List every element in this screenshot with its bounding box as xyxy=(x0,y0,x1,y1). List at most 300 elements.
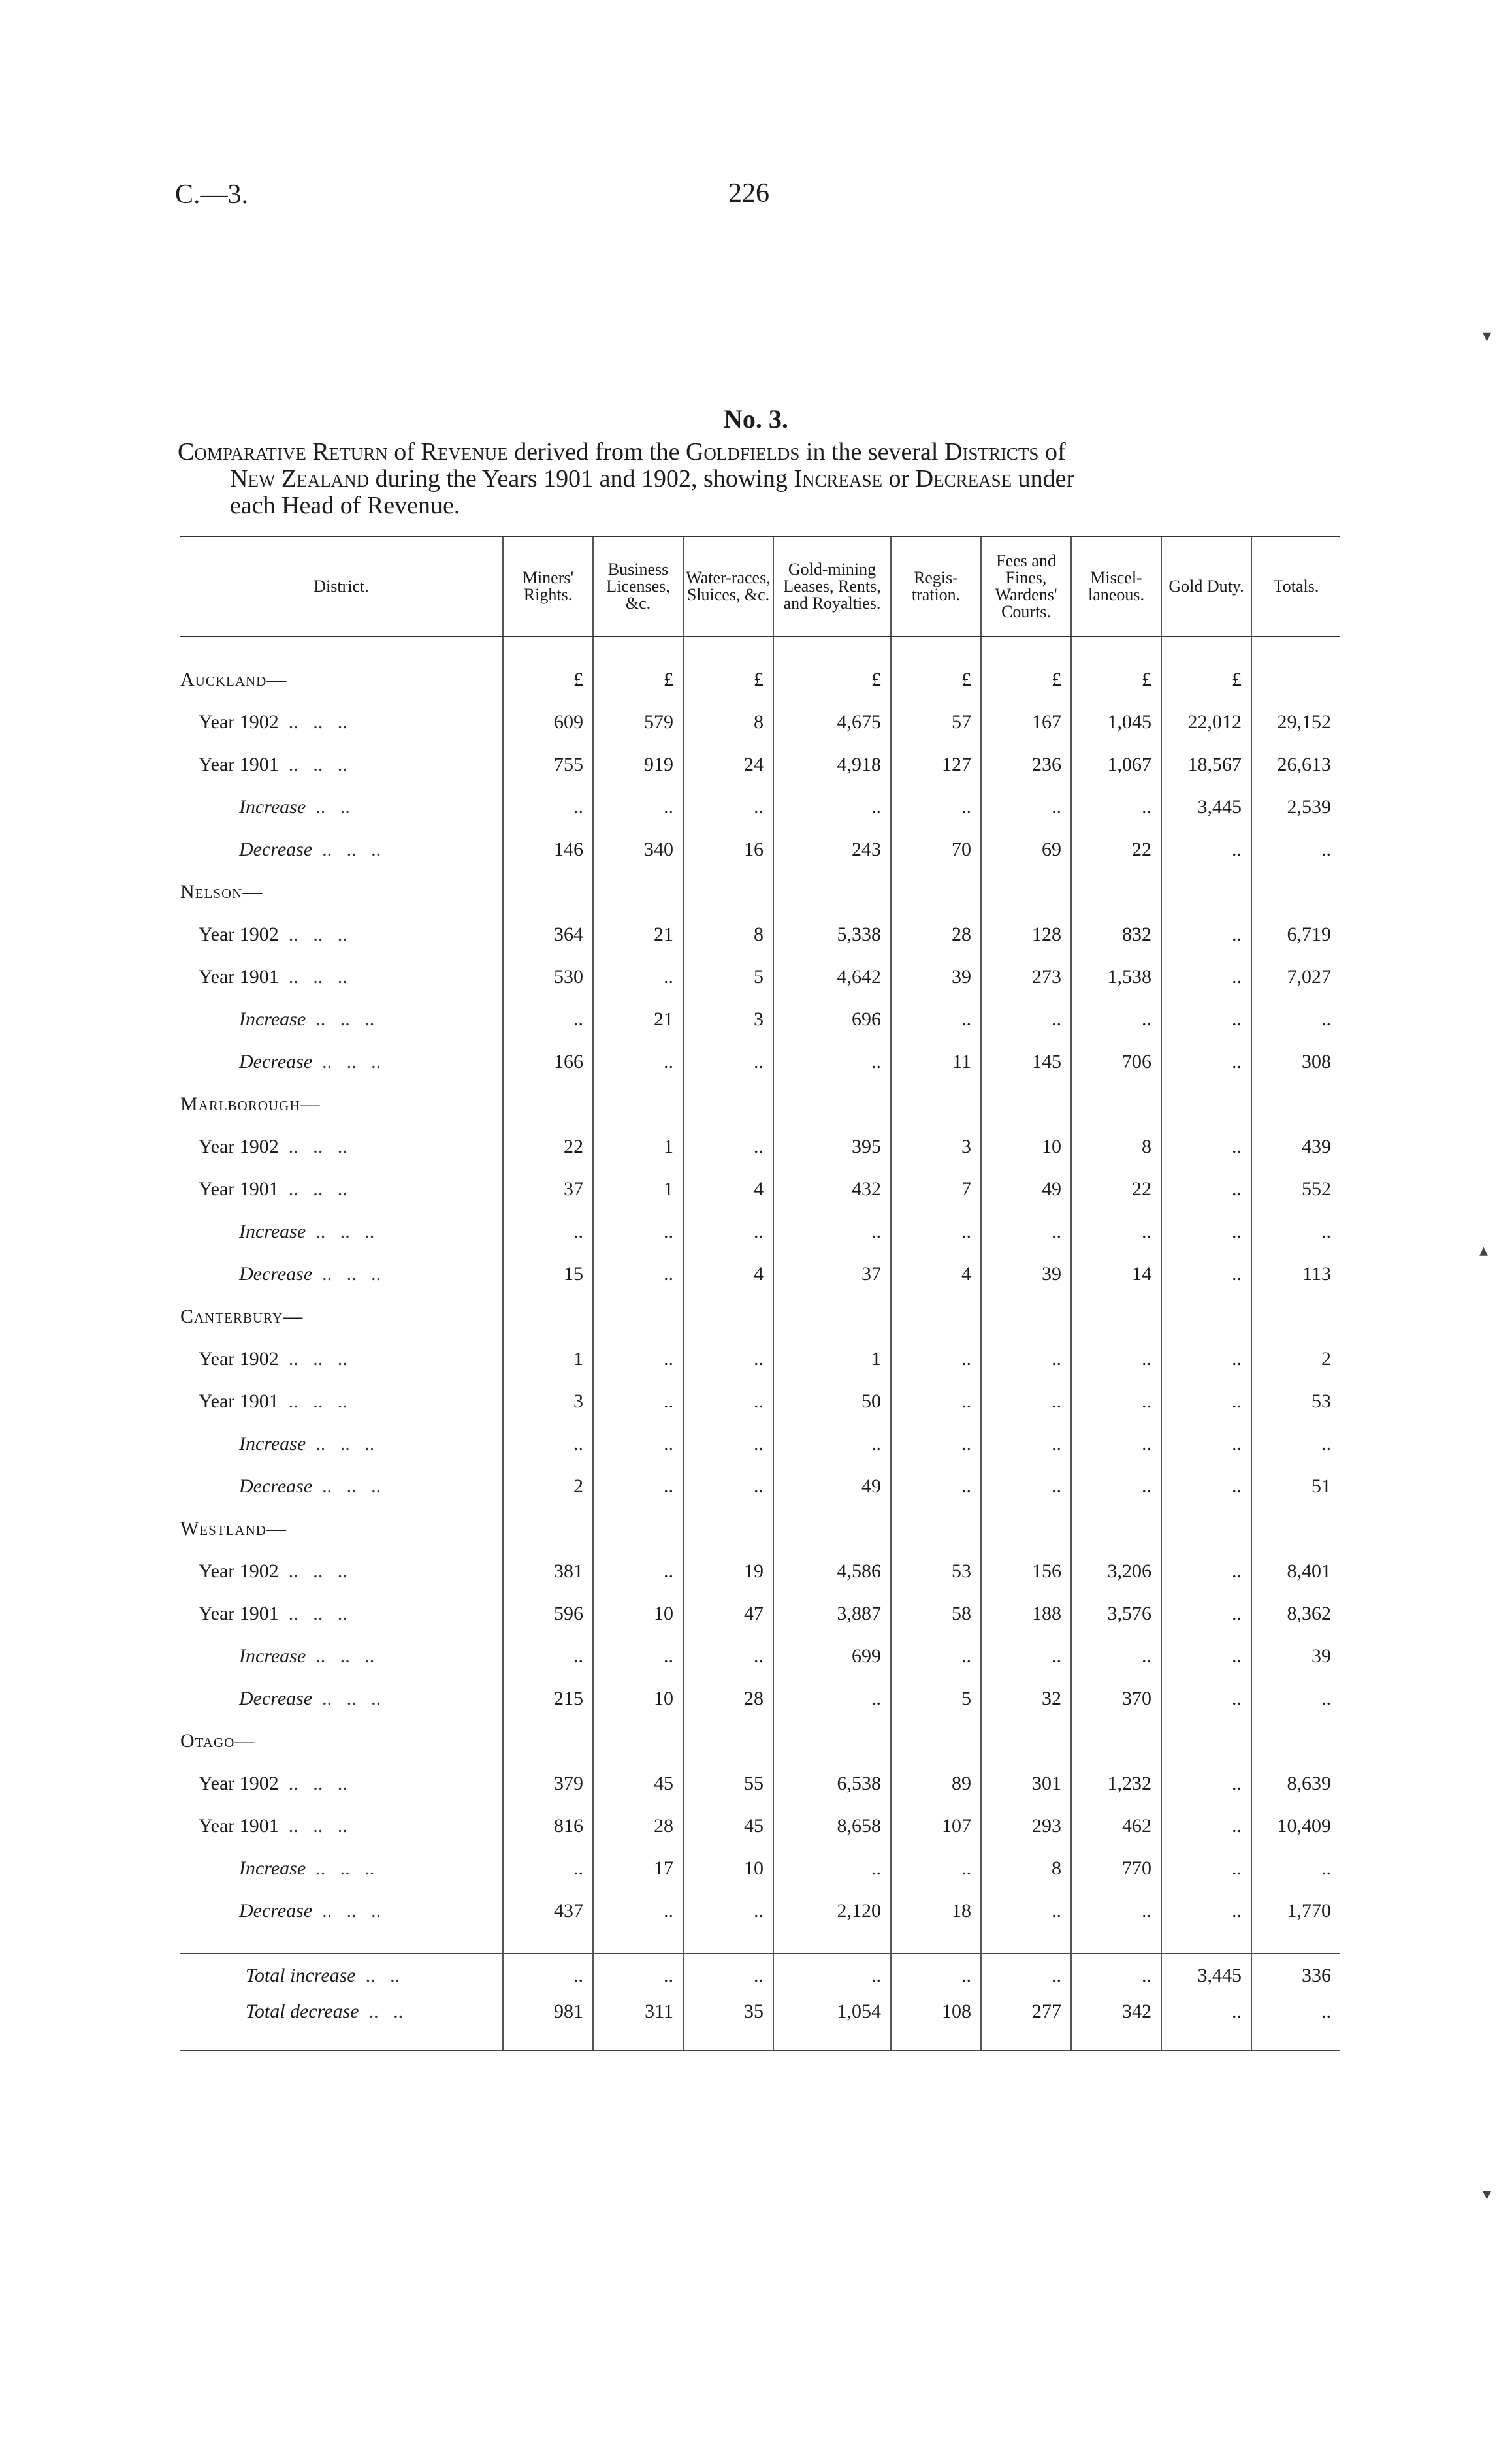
table-cell: .. xyxy=(891,998,981,1040)
table-cell: .. xyxy=(981,1890,1071,1932)
table-row xyxy=(180,1507,1340,1550)
table-cell: 770 xyxy=(1071,1847,1161,1890)
row-label-cell xyxy=(180,1380,503,1423)
table-cell: 364 xyxy=(503,913,593,956)
table-cell: 10 xyxy=(683,1847,773,1890)
row-label-text: Increase xyxy=(239,1857,306,1879)
table-cell xyxy=(503,1720,593,1762)
table-cell: 4,675 xyxy=(773,701,891,743)
row-label xyxy=(180,796,350,818)
table-cell xyxy=(1071,637,1161,658)
table-cell: .. xyxy=(683,1890,773,1932)
table-cell: 293 xyxy=(981,1805,1071,1847)
table-row xyxy=(180,1550,1340,1592)
table-cell: .. xyxy=(1251,1997,1340,2051)
table-row xyxy=(180,1423,1340,1465)
table-cell: .. xyxy=(1161,1253,1251,1295)
table-cell xyxy=(981,1083,1071,1125)
table-cell: .. xyxy=(1161,1635,1251,1677)
table-cell: .. xyxy=(1251,1847,1340,1890)
table-cell: 4,918 xyxy=(773,743,891,786)
column-header: District. xyxy=(180,536,503,637)
table-cell: 37 xyxy=(773,1253,891,1295)
table-cell: 1,067 xyxy=(1071,743,1161,786)
table-cell: 47 xyxy=(683,1592,773,1635)
table-cell: .. xyxy=(503,1210,593,1253)
table-cell xyxy=(1071,1295,1161,1338)
table-cell: .. xyxy=(981,1465,1071,1507)
table-cell: 395 xyxy=(773,1125,891,1168)
table-cell: 167 xyxy=(981,701,1071,743)
row-label-cell xyxy=(180,1083,503,1125)
leader-dots: .. .. .. xyxy=(312,1263,381,1285)
table-cell: .. xyxy=(891,1847,981,1890)
table-cell xyxy=(1161,1083,1251,1125)
row-label-cell xyxy=(180,1592,503,1635)
table-cell xyxy=(773,1083,891,1125)
table-cell: 2,539 xyxy=(1251,786,1340,828)
table-cell: 5 xyxy=(891,1677,981,1720)
row-label-text: Decrease xyxy=(239,838,313,860)
table-cell: 89 xyxy=(891,1762,981,1805)
row-label xyxy=(180,754,347,775)
table-cell: .. xyxy=(1161,1423,1251,1465)
table-cell xyxy=(593,637,683,658)
table-cell: 432 xyxy=(773,1168,891,1210)
row-label-cell xyxy=(180,786,503,828)
table-row xyxy=(180,1380,1340,1423)
page-number: 226 xyxy=(728,178,769,208)
table-cell: 3,445 xyxy=(1161,1954,1251,1997)
table-cell: 2,120 xyxy=(773,1890,891,1932)
table-cell: 51 xyxy=(1251,1465,1340,1507)
table-cell: 273 xyxy=(981,956,1071,998)
table-cell: 340 xyxy=(593,828,683,871)
table-cell xyxy=(1251,1507,1340,1550)
table-cell: .. xyxy=(1251,1423,1340,1465)
table-cell: .. xyxy=(1161,1805,1251,1847)
table-cell xyxy=(773,1720,891,1762)
table-cell: 8,401 xyxy=(1251,1550,1340,1592)
caption-segment: Decrease xyxy=(915,465,1012,492)
table-cell: 1,538 xyxy=(1071,956,1161,998)
table-cell: 49 xyxy=(981,1168,1071,1210)
table-cell xyxy=(683,871,773,913)
table-row xyxy=(180,956,1340,998)
document-reference: C.—3. xyxy=(175,180,249,210)
table-cell: .. xyxy=(1071,1210,1161,1253)
leader-dots: .. .. xyxy=(306,796,350,818)
table-cell: 8,658 xyxy=(773,1805,891,1847)
table-cell: 5,338 xyxy=(773,913,891,956)
scan-mark: ▴ xyxy=(1479,1241,1488,1260)
table-cell: .. xyxy=(1251,1677,1340,1720)
table-cell xyxy=(593,1507,683,1550)
table-cell: .. xyxy=(1161,1210,1251,1253)
row-label xyxy=(180,1965,400,1986)
table-row xyxy=(180,658,1340,701)
table-cell: 1,054 xyxy=(773,1997,891,2051)
table-cell xyxy=(891,1295,981,1338)
table-cell: 145 xyxy=(981,1040,1071,1083)
table-cell: 277 xyxy=(981,1997,1071,2051)
table-cell: 311 xyxy=(593,1997,683,2051)
table-cell: 3 xyxy=(683,998,773,1040)
row-label xyxy=(180,1603,347,1624)
table-cell: 437 xyxy=(503,1890,593,1932)
leader-dots: .. .. .. xyxy=(312,1475,381,1497)
column-header: Miners' Rights. xyxy=(503,536,593,637)
table-cell: 37 xyxy=(503,1168,593,1210)
table-cell: 236 xyxy=(981,743,1071,786)
table-cell: .. xyxy=(1071,998,1161,1040)
table-cell: .. xyxy=(683,786,773,828)
row-label-cell xyxy=(180,1338,503,1380)
table-cell xyxy=(503,1083,593,1125)
table-cell: .. xyxy=(683,1635,773,1677)
table-cell xyxy=(891,1507,981,1550)
table-cell: 3 xyxy=(891,1125,981,1168)
table-cell: 39 xyxy=(1251,1635,1340,1677)
table-cell: 243 xyxy=(773,828,891,871)
leader-dots: .. .. .. xyxy=(312,1050,381,1072)
table-cell xyxy=(773,1932,891,1954)
row-label xyxy=(180,1688,381,1709)
table-cell xyxy=(593,1083,683,1125)
table-cell: 4,642 xyxy=(773,956,891,998)
table-cell: .. xyxy=(773,1954,891,1997)
table-cell: .. xyxy=(1251,1210,1340,1253)
table-cell: .. xyxy=(1161,1890,1251,1932)
row-label xyxy=(180,1858,374,1879)
column-header: Totals. xyxy=(1251,536,1340,637)
district-name: Nelson— xyxy=(180,880,263,903)
table-cell xyxy=(1071,1720,1161,1762)
table-cell: 58 xyxy=(891,1592,981,1635)
table-cell xyxy=(981,637,1071,658)
table-cell: 2 xyxy=(1251,1338,1340,1380)
row-label-cell xyxy=(180,1635,503,1677)
table-cell: .. xyxy=(1161,1465,1251,1507)
table-cell: 21 xyxy=(593,998,683,1040)
row-label-text: Year 1902 xyxy=(199,1772,279,1794)
table-cell xyxy=(891,1083,981,1125)
table-cell: 107 xyxy=(891,1805,981,1847)
table-cell: .. xyxy=(593,1465,683,1507)
table-cell: 39 xyxy=(891,956,981,998)
table-caption xyxy=(178,439,1315,519)
table-cell: 8 xyxy=(1071,1125,1161,1168)
table-cell: 919 xyxy=(593,743,683,786)
leader-dots: .. .. .. xyxy=(278,1135,347,1157)
row-label-cell xyxy=(180,1720,503,1762)
table-cell xyxy=(1071,1507,1161,1550)
leader-dots: .. .. .. xyxy=(278,1178,347,1200)
table-cell: 55 xyxy=(683,1762,773,1805)
table-cell: .. xyxy=(503,786,593,828)
table-cell: 18 xyxy=(891,1890,981,1932)
table-cell: .. xyxy=(593,1210,683,1253)
table-cell: 32 xyxy=(981,1677,1071,1720)
table-cell: 1 xyxy=(593,1168,683,1210)
table-cell: .. xyxy=(981,1210,1071,1253)
row-label-text: Decrease xyxy=(239,1050,313,1072)
table-cell: 166 xyxy=(503,1040,593,1083)
table-cell: .. xyxy=(891,1423,981,1465)
table-cell: 24 xyxy=(683,743,773,786)
table-cell: .. xyxy=(891,786,981,828)
row-label-cell xyxy=(180,1465,503,1507)
table-cell xyxy=(981,1932,1071,1954)
table-row xyxy=(180,1762,1340,1805)
table-cell: .. xyxy=(593,1423,683,1465)
column-header: Regis-tration. xyxy=(891,536,981,637)
table-row xyxy=(180,1997,1340,2051)
table-cell: .. xyxy=(503,1423,593,1465)
table-cell: 3,576 xyxy=(1071,1592,1161,1635)
row-label-text: Year 1902 xyxy=(199,711,279,733)
table-row xyxy=(180,1847,1340,1890)
table-cell: 552 xyxy=(1251,1168,1340,1210)
table-cell: 16 xyxy=(683,828,773,871)
table-cell: 113 xyxy=(1251,1253,1340,1295)
caption-line-3: each Head of Revenue. xyxy=(230,492,460,519)
table-cell: 45 xyxy=(593,1762,683,1805)
caption-segment: Increase xyxy=(794,465,882,492)
table-cell: .. xyxy=(891,1210,981,1253)
table-cell: .. xyxy=(981,1635,1071,1677)
table-cell: .. xyxy=(1071,1954,1161,1997)
row-label-cell xyxy=(180,743,503,786)
leader-dots: .. .. .. xyxy=(278,1772,347,1794)
table-cell: 22 xyxy=(1071,828,1161,871)
district-name: Westland— xyxy=(180,1517,287,1539)
row-label-text: Year 1901 xyxy=(199,1390,279,1412)
row-label xyxy=(180,1051,381,1072)
table-cell: 188 xyxy=(981,1592,1071,1635)
leader-dots: .. .. .. xyxy=(278,1560,347,1582)
row-label-cell xyxy=(180,1805,503,1847)
table-cell: .. xyxy=(1251,998,1340,1040)
row-label-text: Year 1901 xyxy=(199,965,279,988)
table-row xyxy=(180,1125,1340,1168)
table-cell: .. xyxy=(773,786,891,828)
row-label-cell xyxy=(180,913,503,956)
table-cell: 816 xyxy=(503,1805,593,1847)
table-cell: 1 xyxy=(773,1338,891,1380)
table-cell: 28 xyxy=(683,1677,773,1720)
table-cell: .. xyxy=(683,1210,773,1253)
leader-dots: .. .. .. xyxy=(278,965,347,988)
table-row xyxy=(180,1210,1340,1253)
table-cell xyxy=(981,1295,1071,1338)
row-label-cell xyxy=(180,1550,503,1592)
table-cell: 53 xyxy=(891,1550,981,1592)
table-cell: 8 xyxy=(683,913,773,956)
table-cell xyxy=(1251,871,1340,913)
table-cell xyxy=(981,871,1071,913)
table-cell: .. xyxy=(773,1040,891,1083)
table-cell xyxy=(683,1295,773,1338)
table-cell xyxy=(593,1295,683,1338)
caption-segment: of xyxy=(1038,438,1066,466)
table-header-row xyxy=(180,536,1340,637)
row-label-cell xyxy=(180,1125,503,1168)
table-cell xyxy=(891,1932,981,1954)
table-cell: .. xyxy=(1071,786,1161,828)
row-label-cell xyxy=(180,1847,503,1890)
table-cell: 379 xyxy=(503,1762,593,1805)
table-cell xyxy=(981,1507,1071,1550)
caption-segment: Comparative Return xyxy=(178,438,388,466)
table-cell: .. xyxy=(1071,1635,1161,1677)
table-cell: .. xyxy=(1161,998,1251,1040)
table-cell: £ xyxy=(1161,658,1251,701)
caption-segment: derived from the xyxy=(507,438,686,466)
table-cell: .. xyxy=(593,1040,683,1083)
table-cell: 21 xyxy=(593,913,683,956)
table-cell xyxy=(1071,1083,1161,1125)
caption-segment: during the Years 1901 and 1902, showing xyxy=(369,465,794,492)
table-row xyxy=(180,1677,1340,1720)
table-cell: 370 xyxy=(1071,1677,1161,1720)
table-row xyxy=(180,1465,1340,1507)
row-label xyxy=(180,1645,374,1667)
row-label-text: Decrease xyxy=(239,1899,313,1922)
table-cell: .. xyxy=(1161,1997,1251,2051)
total-label: Total decrease xyxy=(246,2001,359,2022)
table-cell: 579 xyxy=(593,701,683,743)
table-row xyxy=(180,871,1340,913)
table-cell: 26,613 xyxy=(1251,743,1340,786)
row-label-cell xyxy=(180,1168,503,1210)
table-cell: 699 xyxy=(773,1635,891,1677)
table-cell xyxy=(1161,1720,1251,1762)
table-cell xyxy=(773,1507,891,1550)
table-body xyxy=(180,637,1340,2051)
table-cell xyxy=(1251,637,1340,658)
table-cell: .. xyxy=(593,1380,683,1423)
table-cell: 8 xyxy=(981,1847,1071,1890)
table-row xyxy=(180,1083,1340,1125)
table-row xyxy=(180,1338,1340,1380)
table-cell: 22 xyxy=(1071,1168,1161,1210)
row-label-cell xyxy=(180,1932,503,1954)
table-cell xyxy=(503,1507,593,1550)
row-label-text: Increase xyxy=(239,1008,306,1030)
table-cell: 39 xyxy=(981,1253,1071,1295)
table-cell: .. xyxy=(683,1954,773,1997)
table-cell: 156 xyxy=(981,1550,1071,1592)
table-row xyxy=(180,637,1340,658)
table-cell: .. xyxy=(683,1338,773,1380)
row-label xyxy=(180,1221,374,1242)
table-cell: £ xyxy=(593,658,683,701)
table-cell: .. xyxy=(981,786,1071,828)
table-cell: .. xyxy=(981,998,1071,1040)
table-cell: 10,409 xyxy=(1251,1805,1340,1847)
table-row xyxy=(180,998,1340,1040)
table-row xyxy=(180,1040,1340,1083)
table-cell: 4 xyxy=(891,1253,981,1295)
table-cell: 10 xyxy=(593,1677,683,1720)
table-cell: 1,045 xyxy=(1071,701,1161,743)
row-label-text: Increase xyxy=(239,796,306,818)
table-cell: 19 xyxy=(683,1550,773,1592)
table-cell: 57 xyxy=(891,701,981,743)
table-cell: 8,362 xyxy=(1251,1592,1340,1635)
table-row xyxy=(180,1890,1340,1932)
table-cell: .. xyxy=(1161,1847,1251,1890)
row-label-cell xyxy=(180,658,503,701)
table-cell: .. xyxy=(1161,1125,1251,1168)
table-row xyxy=(180,743,1340,786)
table-cell: 215 xyxy=(503,1677,593,1720)
table-cell: .. xyxy=(1161,828,1251,871)
table-cell: 8,639 xyxy=(1251,1762,1340,1805)
table-row xyxy=(180,1253,1340,1295)
table-cell xyxy=(683,1083,773,1125)
table-cell: .. xyxy=(1161,1677,1251,1720)
table-cell: 596 xyxy=(503,1592,593,1635)
table-cell: .. xyxy=(981,1380,1071,1423)
table-row xyxy=(180,701,1340,743)
table-cell: 696 xyxy=(773,998,891,1040)
leader-dots: .. .. .. xyxy=(312,1687,381,1709)
table-cell xyxy=(593,871,683,913)
table-cell: .. xyxy=(891,1635,981,1677)
row-label xyxy=(180,966,347,988)
caption-segment: Districts xyxy=(944,438,1039,466)
caption-line-1 xyxy=(178,439,1315,466)
table-cell: .. xyxy=(593,1954,683,1997)
caption-segment: in the several xyxy=(799,438,944,466)
row-label xyxy=(180,1773,347,1794)
table-cell: .. xyxy=(981,1954,1071,1997)
table-cell: .. xyxy=(683,1465,773,1507)
table-cell: .. xyxy=(503,1635,593,1677)
table-cell xyxy=(981,1720,1071,1762)
table-row xyxy=(180,828,1340,871)
table-cell: .. xyxy=(1251,828,1340,871)
table-cell: 6,538 xyxy=(773,1762,891,1805)
row-label-cell xyxy=(180,1997,503,2051)
table-cell xyxy=(1161,1507,1251,1550)
row-label-cell xyxy=(180,1507,503,1550)
leader-dots: .. .. xyxy=(359,2001,404,2022)
table-cell: .. xyxy=(1071,1338,1161,1380)
table-cell: .. xyxy=(683,1125,773,1168)
table-cell xyxy=(773,871,891,913)
row-label xyxy=(180,839,381,860)
table-cell: 1 xyxy=(503,1338,593,1380)
table-cell: £ xyxy=(683,658,773,701)
row-label-text: Year 1901 xyxy=(199,1814,279,1837)
caption-segment: or xyxy=(882,465,916,492)
column-header: Gold-mining Leases, Rents, and Royalties. xyxy=(773,536,891,637)
table-cell: .. xyxy=(1071,1423,1161,1465)
row-label-text: Decrease xyxy=(239,1475,313,1497)
row-label-text: Increase xyxy=(239,1432,306,1455)
row-label-text: Year 1901 xyxy=(199,1178,279,1200)
table-cell: .. xyxy=(891,1465,981,1507)
table-cell: .. xyxy=(1161,1380,1251,1423)
table-cell: .. xyxy=(1161,1592,1251,1635)
table-cell: 45 xyxy=(683,1805,773,1847)
table-cell: 832 xyxy=(1071,913,1161,956)
table-cell: .. xyxy=(1071,1380,1161,1423)
table-cell: £ xyxy=(773,658,891,701)
